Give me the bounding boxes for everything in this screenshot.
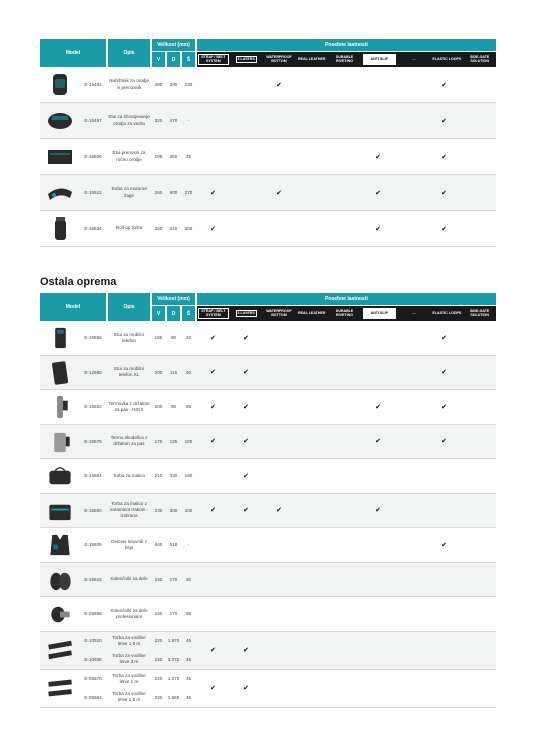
size-d: 610 [169,226,178,231]
check-mark: ✔ [243,647,249,654]
product-code: E-15497 [84,118,102,123]
table-subrow [40,670,496,689]
feature-badge-waterproof-bottom: WATERPROOF BOTTOM [266,54,292,63]
bucket-organizer-icon [46,106,74,135]
product-description: Torba za vodilne letve 1,9 m [112,634,146,646]
table-subrow [40,632,496,651]
feature-badge-real-leather: REAL LEATHER [298,310,326,315]
size-d: 90 [170,335,177,341]
size-v: 220 [154,656,163,662]
size-v: 220 [154,638,163,644]
size-s: - [187,542,190,548]
header-model: Model [40,39,106,67]
size-s: 45 [185,676,192,682]
size-s: 45 [185,154,192,159]
feature-badge-durable-riveting: DURABLE RIVETING [335,308,354,317]
feature-badge-side-gate-solution: SIDE-GATE SOLUTION [469,308,490,317]
size-d: 390 [169,82,178,87]
size-s: 45 [185,694,192,700]
table-row-group [40,670,496,708]
product-description: Torba za vodilne letve 3 m [112,653,146,665]
size-s: 45 [185,638,192,644]
table-subrow [40,688,496,707]
check-mark: ✔ [441,225,447,233]
check-mark: ✔ [243,472,249,480]
size-d: 170 [169,611,178,617]
feature-badge-elastic-loops: ELASTIC LOOPS [432,310,462,315]
product-code: E-15534 [84,226,102,231]
feature-badge-side-gate-solution: SIDE-GATE SOLUTION [469,54,490,63]
header-velikost: Velikost (mm) [152,293,195,305]
product-description: Torba za motorne žage [111,186,147,198]
header-v: V [152,52,165,67]
size-d: 510 [169,542,178,548]
size-s: 85 [185,404,192,410]
header-s: Š [182,306,195,321]
size-s: 40 [185,335,192,341]
header-d: D [167,306,180,321]
product-description: Torba za vodilne letve 1,5 m [112,691,146,703]
product-code: E-15506 [84,154,102,159]
product-code: E-05658 [84,611,102,617]
check-mark: ✔ [210,189,216,197]
table-row [40,563,496,598]
size-v: 490 [154,82,163,87]
table-header [40,39,496,67]
feature-badge-3-layers: 3 LAYERS [230,308,263,319]
knee-pads-icon [46,566,74,594]
check-mark: ✔ [441,369,447,377]
size-v: 170 [154,438,163,444]
feature-badge-waterproof-bottom: WATERPROOF BOTTOM [266,308,292,317]
header-posebne-lastnosti: Posebne lastnosti [197,293,496,305]
table-row [40,494,496,529]
table-row [40,356,496,391]
table-row [40,459,496,494]
table-row [40,67,496,103]
check-mark: ✔ [375,153,381,161]
size-s: 300 [184,226,193,231]
table-row-group [40,632,496,670]
size-v: 165 [154,335,163,341]
section-title-ostala-oprema: Ostala oprema [40,276,117,288]
product-code: E-05670 [84,676,102,682]
table-header [40,293,496,321]
product-description: Kolenčniki za delo profesionalni [110,607,148,619]
size-s: 230 [184,82,193,87]
check-mark: ✔ [210,507,216,515]
size-v: 210 [154,473,163,479]
size-v: 220 [154,676,163,682]
check-mark: ✔ [276,81,282,89]
check-mark: ✔ [441,153,447,161]
check-mark: ✔ [441,189,447,197]
check-mark: ✔ [441,334,447,342]
phone-holster-icon [46,324,74,352]
product-code: E-15481 [84,82,102,87]
size-v: 240 [154,576,163,582]
insulated-bag-icon [46,497,74,525]
check-mark: ✔ [243,685,249,692]
check-mark: ✔ [243,507,249,515]
size-d: 3.070 [167,656,180,662]
check-mark: ✔ [210,369,216,377]
feature-badge-elastic-loops: ELASTIC LOOPS [432,56,462,61]
size-v: 640 [154,542,163,548]
check-mark: ✔ [243,334,249,342]
check-mark: ✔ [375,507,381,515]
product-code: E-15584 [84,473,102,479]
check-mark: ✔ [210,438,216,446]
check-mark: ✔ [276,189,282,197]
feature-badge-strap-belt-system: STRAP / BELT SYSTEM [197,308,230,319]
header-opis: Opis [108,39,150,67]
product-table-bags [40,39,496,247]
header-posebne-lastnosti: Posebne lastnosti [197,39,496,51]
feature-icons-bar [197,52,496,67]
product-code: E-15590 [84,507,102,513]
size-s: 100 [184,438,193,444]
product-code: E-15512 [84,190,102,195]
product-code: E-12980 [84,369,102,375]
work-vest-icon [46,531,74,559]
size-v: 220 [154,694,163,700]
product-code: E-15562 [84,404,102,410]
table-row [40,528,496,563]
size-d: 1.565 [167,694,180,700]
product-description: Torba za malico [112,472,146,478]
size-s: 45 [185,656,192,662]
table-row [40,175,496,211]
size-d: 125 [169,438,178,444]
size-s: 30 [185,576,192,582]
size-v: 240 [154,611,163,617]
product-code: E-05664 [84,694,102,700]
size-d: 330 [169,473,178,479]
size-s: 180 [184,473,193,479]
check-mark: ✔ [441,117,447,125]
check-mark: ✔ [276,507,282,515]
table-row [40,321,496,356]
size-d: 470 [169,118,178,123]
check-mark: ✔ [210,685,216,692]
size-v: 200 [154,369,163,375]
product-description: Delovni telovnik z žepi [111,538,147,550]
product-description: Torba za malico z naramnim trakom - izolirana [109,500,149,519]
check-mark: ✔ [375,189,381,197]
product-description: Etui za mobilni telefon [114,331,144,343]
backpack-icon [46,70,74,99]
check-mark: ✔ [243,369,249,377]
check-mark: ✔ [441,403,447,411]
table-row [40,390,496,425]
thermos-icon [46,393,74,421]
feature-badge-: ... [412,310,416,315]
header-velikost: Velikost (mm) [152,39,195,51]
size-d: 1.970 [167,638,180,644]
product-description: Termo skodelica z držalom za pas [110,435,148,447]
check-mark: ✔ [375,438,381,446]
size-v: 195 [154,154,163,159]
check-mark: ✔ [375,403,381,411]
size-s: - [187,118,190,123]
check-mark: ✔ [243,403,249,411]
size-d: 900 [169,190,178,195]
product-code: E-10920 [84,638,102,644]
check-mark: ✔ [375,225,381,233]
thermo-mug-icon [46,428,74,456]
product-code: E-10936 [84,656,102,662]
product-description: Etui za shranjevanje orodja za vedra [108,114,150,126]
knee-pads-pro-icon [46,600,74,628]
table-row [40,211,496,247]
product-description: Torba za vodilne letve 1 m [112,672,146,684]
header-opis: Opis [108,293,150,321]
tool-roll-icon [46,142,74,171]
table-subrow [40,650,496,669]
size-v: 250 [154,226,163,231]
product-code: E-15609 [84,542,102,548]
feature-badge-anti-slip: ANTI SLIP [363,308,396,319]
check-mark: ✔ [441,81,447,89]
check-mark: ✔ [441,438,447,446]
size-v: 260 [154,190,163,195]
size-d: 300 [169,507,178,513]
size-s: 40 [185,369,192,375]
header-s: Š [182,52,195,67]
product-description: Kolenčniki za delo [110,576,148,582]
size-v: 200 [154,404,163,410]
header-v: V [152,306,165,321]
product-description: Termovka z držalom za pas - INOX [108,400,150,412]
feature-badge-strap-belt-system: STRAP / BELT SYSTEM [197,54,230,65]
size-d: 170 [169,576,178,582]
header-d: D [167,52,180,67]
lunch-bag-icon [46,462,74,490]
check-mark: ✔ [210,334,216,342]
size-d: 90 [170,404,177,410]
size-d: 350 [169,154,178,159]
product-description: Roll-up torba [115,225,143,231]
product-code: E-15615 [84,576,102,582]
product-description: Etui za mobilni telefon XL [114,366,144,378]
check-mark: ✔ [441,541,447,549]
phone-holster-xl-icon [46,359,74,387]
table-row [40,425,496,460]
header-model: Model [40,293,106,321]
feature-icons-bar [197,306,496,321]
check-mark: ✔ [243,438,249,446]
feature-badge-real-leather: REAL LEATHER [298,56,326,61]
size-s: 95 [185,611,192,617]
roll-up-bag-icon [46,214,74,243]
size-s: 270 [184,190,193,195]
feature-badge-anti-slip: ANTI SLIP [363,54,396,65]
check-mark: ✔ [210,647,216,654]
size-d: 1.070 [167,676,180,682]
size-v: 230 [154,507,163,513]
table-row [40,103,496,139]
table-row [40,139,496,175]
product-description: Etui prenosni za ročno orodje [112,150,146,162]
feature-badge-durable-riveting: DURABLE RIVETING [335,54,354,63]
size-d: 115 [169,369,178,375]
product-description: Nahrbtnik za orodje in prenosnik [109,78,149,90]
table-row [40,597,496,632]
check-mark: ✔ [210,225,216,233]
product-table-other-equipment [40,293,496,708]
product-code: E-15578 [84,438,102,444]
feature-badge-: ... [412,56,416,61]
size-v: 320 [154,118,163,123]
feature-badge-3-layers: 3 LAYERS [230,54,263,65]
product-code: E-15556 [84,335,102,341]
size-s: 200 [184,507,193,513]
chainsaw-bag-icon [46,178,74,207]
check-mark: ✔ [210,403,216,411]
